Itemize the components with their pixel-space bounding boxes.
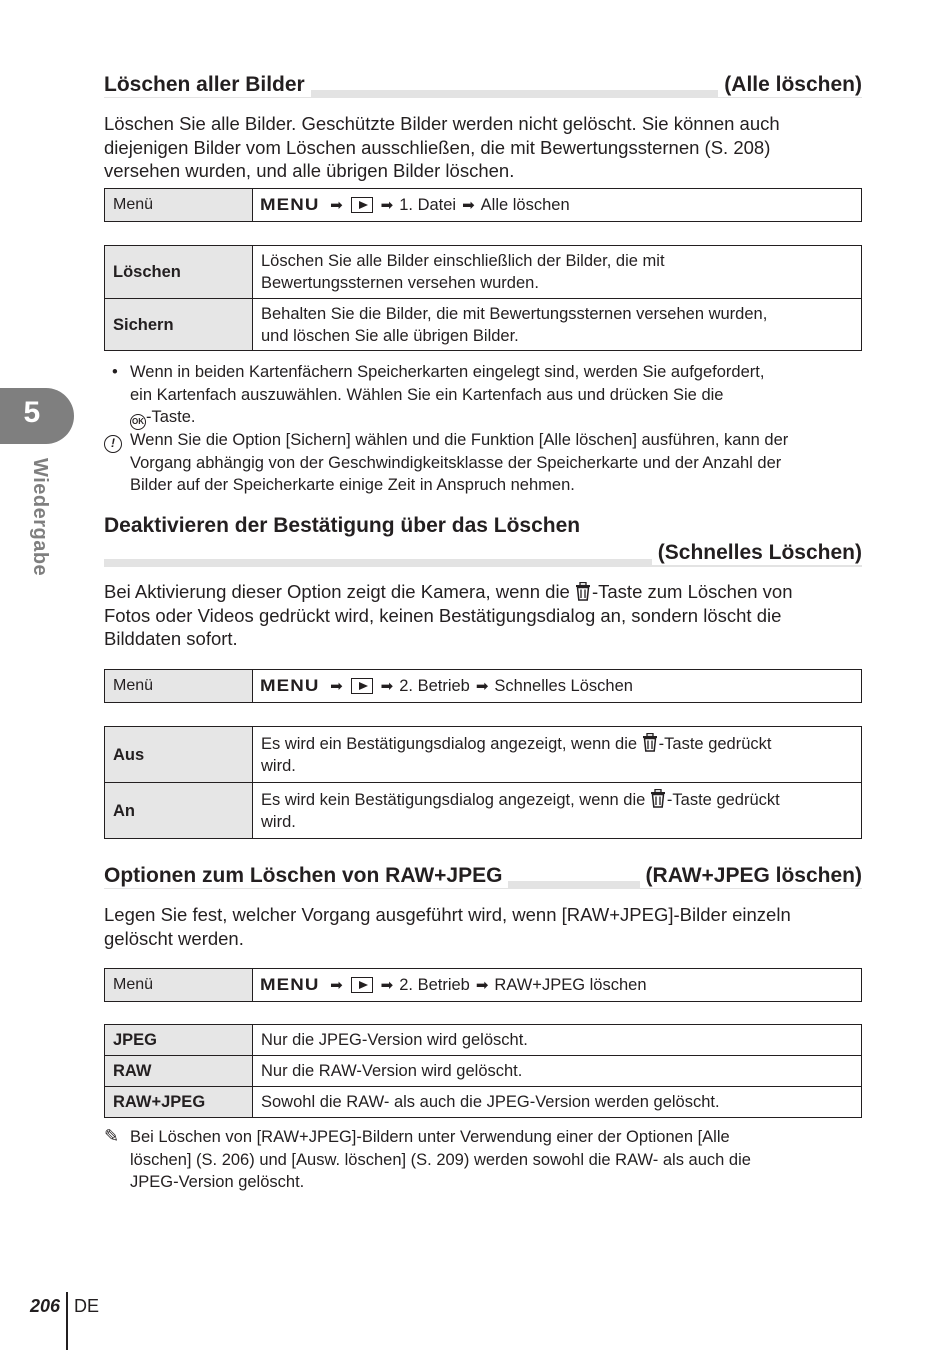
- playback-icon: [351, 678, 373, 694]
- bullet-mark: •: [112, 363, 118, 381]
- menu-step: 2. Betrieb: [399, 676, 470, 695]
- section-title: Löschen aller Bilder: [104, 73, 311, 97]
- menu-step: Alle löschen: [480, 195, 570, 214]
- intro-text: Bei Aktivierung dieser Option zeigt die Kamera, wenn die: [104, 581, 575, 602]
- arrow-right-icon: ➡: [462, 197, 475, 214]
- description-line: wird.: [261, 812, 296, 831]
- tip-icon: ✎: [104, 1126, 120, 1146]
- option-description: [253, 727, 862, 783]
- note-line: Vorgang abhängig von der Geschwindigkeitsklasse der Speicherkarte und der Anzahl der: [130, 453, 782, 472]
- chapter-label-text: Wiedergabe: [29, 458, 51, 577]
- description-line: wird.: [261, 756, 296, 775]
- section-intro: [104, 903, 862, 950]
- menu-label: Menü: [105, 670, 253, 702]
- description-line: Behalten Sie die Bilder, die mit Bewertungssternen versehen wurden,: [261, 304, 768, 323]
- option-key: An: [105, 783, 253, 839]
- option-key: Löschen: [105, 246, 253, 299]
- note-line: ein Kartenfach auszuwählen. Wählen Sie ein Kartenfach aus und drücken Sie die: [130, 385, 724, 404]
- tip-note: [104, 1126, 862, 1194]
- table-row: [105, 783, 862, 839]
- intro-line: Fotos oder Videos gedrückt wird, keinen Bestätigungsdialog an, sondern löscht die: [104, 604, 782, 626]
- arrow-right-icon: ➡: [330, 678, 343, 695]
- table-row: [105, 1025, 862, 1056]
- note-line: Bilder auf der Speicherkarte einige Zeit in Anspruch nehmen.: [130, 476, 575, 494]
- description-text: -Taste gedrückt: [666, 790, 780, 809]
- caution-note: [104, 429, 862, 497]
- note-line: Wenn in beiden Kartenfächern Speicherkarten eingelegt sind, werden Sie aufgefordert,: [130, 363, 765, 381]
- option-key: RAW: [105, 1056, 253, 1087]
- playback-icon: [351, 977, 373, 993]
- option-key: JPEG: [105, 1025, 253, 1056]
- arrow-right-icon: ➡: [380, 197, 394, 214]
- menu-path-box: [104, 188, 862, 222]
- section-subtitle: (RAW+JPEG löschen): [640, 864, 862, 888]
- menu-button-label: MENU: [260, 195, 320, 214]
- intro-line: diejenigen Bilder vom Löschen ausschließen, die mit Bewertungssternen (S. 208): [104, 136, 771, 158]
- table-row: [105, 246, 862, 299]
- ok-button-icon: OK: [130, 414, 146, 430]
- options-table: [104, 1024, 862, 1118]
- intro-text: -Taste zum Löschen von: [591, 581, 793, 602]
- description-line: [261, 733, 853, 755]
- chapter-label: [22, 458, 52, 598]
- menu-button-label: MENU: [260, 676, 320, 695]
- menu-path-box: [104, 968, 862, 1002]
- language-code: DE: [74, 1296, 100, 1316]
- table-row: [105, 299, 862, 351]
- menu-label: Menü: [105, 189, 253, 221]
- menu-step: RAW+JPEG löschen: [494, 975, 647, 994]
- page-number: 206: [30, 1296, 61, 1316]
- section-heading-raw-jpeg-loeschen: [104, 863, 862, 891]
- section-subtitle: (Schnelles Löschen): [652, 541, 862, 565]
- section-heading-schnelles-loeschen: [104, 513, 862, 569]
- menu-path: [253, 670, 861, 702]
- menu-path: [253, 189, 861, 221]
- trash-icon: [575, 582, 591, 601]
- description-line: Löschen Sie alle Bilder einschließlich der Bilder, die mit: [261, 252, 665, 270]
- note-text: -Taste.: [146, 408, 196, 426]
- note-line: JPEG-Version gelöscht.: [130, 1173, 305, 1191]
- intro-line: Legen Sie fest, welcher Vorgang ausgeführt wird, wenn [RAW+JPEG]-Bilder einzeln: [104, 904, 791, 925]
- menu-step: 2. Betrieb: [399, 975, 470, 994]
- note-line: löschen] (S. 206) und [Ausw. löschen] (S. 209) werden sowohl die RAW- als auch die: [130, 1150, 751, 1169]
- arrow-right-icon: ➡: [475, 977, 489, 994]
- note-line: Bei Löschen von [RAW+JPEG]-Bildern unter Verwendung einer der Optionen [Alle: [130, 1128, 730, 1146]
- playback-icon: [351, 197, 373, 213]
- description-text: -Taste gedrückt: [658, 734, 772, 753]
- description-line: [261, 789, 853, 811]
- menu-step: Schnelles Löschen: [494, 676, 633, 695]
- option-description: [253, 783, 862, 839]
- menu-step: 1. Datei: [399, 195, 457, 214]
- section-title: Deaktivieren der Bestätigung über das Löschen: [104, 514, 581, 537]
- table-row: [105, 727, 862, 783]
- options-table: [104, 726, 862, 839]
- description-text: Es wird kein Bestätigungsdialog angezeigt, wenn die: [261, 790, 650, 809]
- options-table: [104, 245, 862, 351]
- intro-line: [104, 580, 862, 604]
- intro-line: gelöscht werden.: [104, 927, 244, 949]
- section-heading-alle-loeschen: [104, 72, 862, 100]
- option-key: Aus: [105, 727, 253, 783]
- option-description: Nur die JPEG-Version wird gelöscht.: [253, 1025, 862, 1056]
- chapter-tab: [0, 388, 74, 444]
- arrow-right-icon: ➡: [330, 977, 343, 994]
- menu-button-label: MENU: [260, 975, 320, 994]
- section-intro: [104, 112, 862, 183]
- description-line: Bewertungssternen versehen wurden.: [261, 274, 539, 292]
- section-title: Optionen zum Löschen von RAW+JPEG: [104, 864, 508, 888]
- chapter-number: 5: [23, 396, 41, 429]
- arrow-right-icon: ➡: [475, 678, 489, 695]
- arrow-right-icon: ➡: [380, 977, 394, 994]
- intro-line: Bilddaten sofort.: [104, 628, 238, 649]
- intro-line: versehen wurden, und alle übrigen Bilder löschen.: [104, 160, 515, 181]
- table-row: [105, 1056, 862, 1087]
- option-key: Sichern: [105, 299, 253, 351]
- option-description: [253, 246, 862, 299]
- table-row: [105, 1087, 862, 1118]
- description-line: und löschen Sie alle übrigen Bilder.: [261, 326, 519, 345]
- option-description: Sowohl die RAW- als auch die JPEG-Version werden gelöscht.: [253, 1087, 862, 1118]
- note-line: [130, 406, 862, 430]
- arrow-right-icon: ➡: [380, 678, 394, 695]
- caution-icon: !: [104, 435, 122, 453]
- bullet-note: [104, 361, 862, 430]
- option-description: [253, 299, 862, 351]
- trash-icon: [650, 789, 666, 808]
- option-key: RAW+JPEG: [105, 1087, 253, 1118]
- description-text: Es wird ein Bestätigungsdialog angezeigt, wenn die: [261, 734, 642, 753]
- trash-icon: [642, 733, 658, 752]
- intro-line: Löschen Sie alle Bilder. Geschützte Bilder werden nicht gelöscht. Sie können auch: [104, 113, 780, 134]
- menu-path-box: [104, 669, 862, 703]
- arrow-right-icon: ➡: [330, 197, 343, 214]
- menu-label: Menü: [105, 969, 253, 1001]
- section-subtitle: (Alle löschen): [718, 73, 862, 97]
- section-intro: [104, 580, 862, 651]
- footer-divider: [66, 1292, 68, 1350]
- menu-path: [253, 969, 861, 1001]
- option-description: Nur die RAW-Version wird gelöscht.: [253, 1056, 862, 1087]
- note-line: Wenn Sie die Option [Sichern] wählen und die Funktion [Alle löschen] ausführen, kann der: [130, 431, 789, 449]
